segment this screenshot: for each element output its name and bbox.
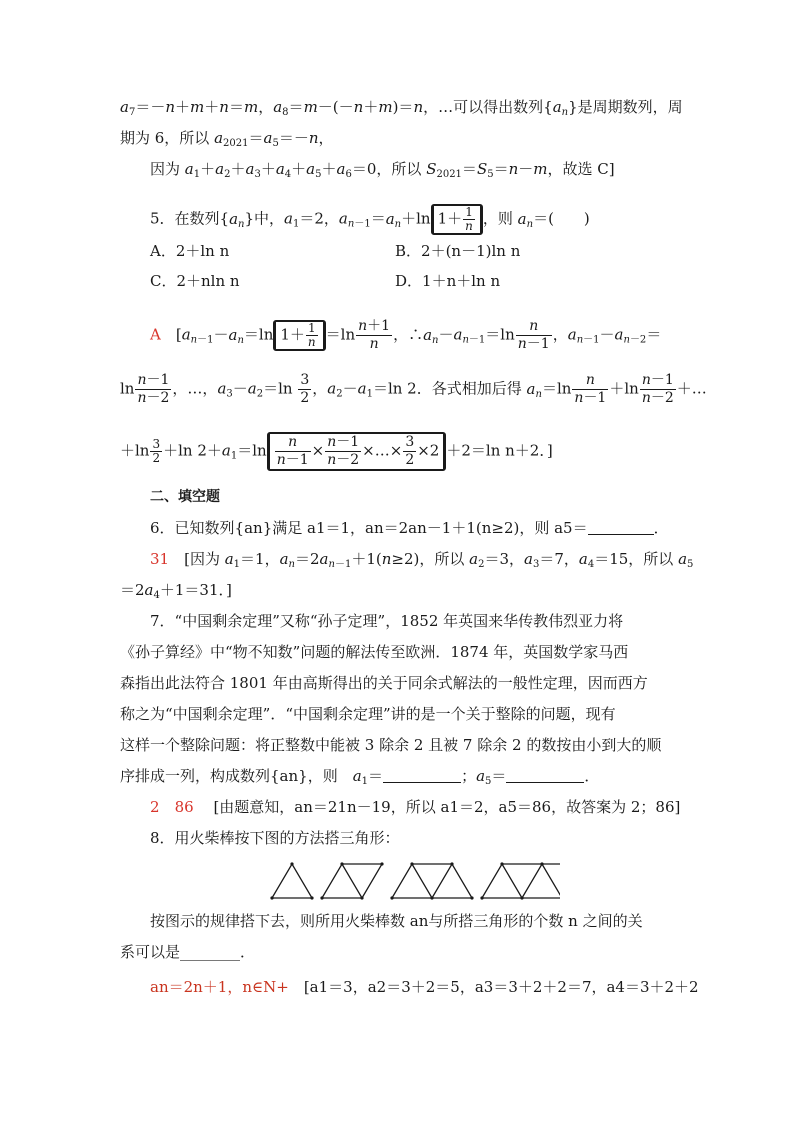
matchstick-joint xyxy=(450,862,453,865)
fraction: $\frac{n-1}{n-2}$ xyxy=(641,372,674,406)
triangle-group xyxy=(482,864,560,898)
matchstick-joint xyxy=(430,896,433,899)
bracket: $\frac{n}{n-1}$ × $\frac{n-1}{n-2}$ ×…× $\frac{3}{2}$ ×2 xyxy=(267,432,447,471)
question-8-line: 系可以是________． xyxy=(120,943,256,961)
text-segment: 是周期数列，周 xyxy=(577,98,683,116)
matchstick-joint xyxy=(480,896,483,899)
bracket: 1＋ $\frac{1}{n}$ xyxy=(431,204,483,235)
triangle-group xyxy=(272,864,312,898)
text-line: 期为 6，所以 $a_{2021}=a_5=-n$， xyxy=(120,129,334,149)
matchstick-joint xyxy=(360,896,363,899)
text-segment: ，所以 xyxy=(376,160,422,178)
solution-line: ＋ln $\frac{3}{2}$ ＋ln $2+a_1=\ln$ $\frac{n}{n-1}$ × $\frac{n-1}{n-2}$ ×…× $\frac{3}{2}$ ×2 ＋2＝ln n＋2．] xyxy=(120,432,553,471)
fraction: $\frac{n-1}{n-2}$ xyxy=(327,434,360,468)
bracket: 1＋ $\frac{1}{n}$ xyxy=(273,320,325,351)
triangle-group xyxy=(322,864,382,898)
text-segment: 5．在数列{ xyxy=(150,209,230,228)
fraction: $\frac{n}{n-1}$ xyxy=(574,372,607,406)
answer-blank xyxy=(588,520,654,535)
solution-line: $=2a_4+1=31$．] xyxy=(120,581,232,601)
matchstick-joint xyxy=(310,896,313,899)
fraction: $\frac{n}{n-1}$ xyxy=(276,434,309,468)
option-d: D．1＋n＋ln n xyxy=(395,272,501,290)
answer-blank xyxy=(506,768,584,783)
question-8-stem: 8．用火柴棒按下图的方法搭三角形： xyxy=(150,829,400,847)
matchstick-joint xyxy=(290,862,293,865)
text-segment: ，则 xyxy=(482,209,513,228)
question-7-line: 称之为“中国剩余定理”．“中国剩余定理”讲的是一个关于整除的问题，现有 xyxy=(120,705,616,723)
matchstick-joint xyxy=(320,896,323,899)
matchstick-joint xyxy=(540,862,543,865)
question-7-line: 森指出此法符合 1801 年由高斯得出的关于同余式解法的一般性定理，因而西方 xyxy=(120,674,648,692)
text-segment: 6．已知数列{an}满足 a1＝1，an＝2an－1＋1(n≥2)，则 a5＝ xyxy=(150,519,588,537)
text-segment: }中， xyxy=(244,209,285,228)
matchstick-triangles-figure xyxy=(268,860,560,902)
matchstick-joint xyxy=(520,896,523,899)
question-7-line: 序排成一列，构成数列{an}，则 $a_1=$ ；$a_5=$ ． xyxy=(120,767,600,787)
matchstick-joint xyxy=(500,862,503,865)
text-segment: ＋2＝ln n＋2．] xyxy=(446,441,553,460)
option-b: B．2＋(n－1)ln n xyxy=(395,242,521,260)
solution-line: 31 [因为 $a_1=1$，$a_n=2a_{n-1}+1(n\ge 2)$，所以 $a_2=3$，$a_3=7$，$a_4=15$，所以 $a_5$ xyxy=(150,550,694,570)
solution-line: A [$a_{n-1}-a_n=\ln$ 1＋ $\frac{1}{n}$ ＝ln $\frac{n+1}{n}$ ，$\therefore a_n-a_{n-1}=\ln$ $\frac{n}{n-1}$ ，$a_{n-1}-a_{n-2}=$ xyxy=(150,318,662,352)
question-7-line: 7．“中国剩余定理”又称“孙子定理”，1852 年英国来华传教伟烈亚力将 xyxy=(150,612,624,630)
answer-value: an＝2n＋1，n∈N+ xyxy=(150,978,289,996)
section-heading: 二、填空题 xyxy=(150,489,220,505)
question-6-stem: 6．已知数列{an}满足 a1＝1，an＝2an－1＋1(n≥2)，则 a5＝ ． xyxy=(150,519,669,537)
matchstick-joint xyxy=(380,862,383,865)
solution-line xyxy=(150,976,699,998)
text-segment: [a1＝3，a2＝3＋2＝5，a3＝3＋2＋2＝7，a4＝3＋2＋2 xyxy=(303,978,699,996)
text-segment: 各式相加后得 xyxy=(431,379,522,398)
fraction: $\frac{n}{n-1}$ xyxy=(517,318,550,352)
answer-value: 2 xyxy=(150,798,160,816)
fraction: $\frac{3}{2}$ xyxy=(405,434,415,468)
text-segment: 期为 6，所以 xyxy=(120,129,210,147)
text-segment: 因为 xyxy=(150,160,181,178)
solution-line xyxy=(150,796,680,818)
text-line: 因为 $a_1+a_2+a_3+a_4+a_5+a_6=0$，所以 $S_{2021}=S_5=n-m$，故选 C] xyxy=(150,160,615,180)
matchstick-joint xyxy=(410,862,413,865)
text-line: $a_7=-n+m+n=m$，$a_8=m-(-n+m)=n$，…可以得出数列$\{a_n\}$是周期数列，周 xyxy=(120,98,683,118)
solution-line: ln $\frac{n-1}{n-2}$ ，…，$a_3-a_2=\ln$ $\frac{3}{2}$ ，$a_2-a_1=\ln$ 2．各式相加后得 $a_n=\ln$ $\frac{n}{n-1}$ ＋ln $\frac{n-1}{n-2}$ ＋… xyxy=(120,372,707,406)
text-segment: ，故选 C] xyxy=(547,160,615,178)
question-7-line: 《孙子算经》中“物不知数”问题的解法传至欧洲．1874 年，英国数学家马西 xyxy=(120,643,629,661)
text-segment: 可以得出数列 xyxy=(453,98,544,116)
option-a: A．2＋ln n xyxy=(150,242,230,260)
matchstick-joint xyxy=(270,896,273,899)
fraction: $\frac{3}{2}$ xyxy=(152,437,161,465)
fraction: $\frac{1}{n}$ xyxy=(465,205,473,233)
answer-value: 31 xyxy=(150,550,170,568)
matchstick-joint xyxy=(390,896,393,899)
matchstick-joint xyxy=(340,862,343,865)
fraction: $\frac{1}{n}$ xyxy=(307,321,316,349)
answer-blank xyxy=(383,768,461,783)
answer-value: 86 xyxy=(174,798,194,816)
answer-label: A xyxy=(150,325,161,344)
question-7-line: 这样一个整除问题：将正整数中能被 3 除余 2 且被 7 除余 2 的数按由小到大的顺 xyxy=(120,736,662,754)
question-8-line: 按图示的规律搭下去，则所用火柴棒数 an与所搭三角形的个数 n 之间的关 xyxy=(150,912,643,930)
text-segment: 序排成一列，构成数列{an}，则 xyxy=(120,767,338,785)
triangle-group xyxy=(392,864,472,898)
fraction: $\frac{3}{2}$ xyxy=(300,372,310,406)
text-segment: [由题意知，an＝21n－19，所以 a1＝2，a5＝86，故答案为 2；86] xyxy=(213,798,681,816)
question-5-stem: 5．在数列$\{a_n\}$中，$a_1=2$，$a_{n-1}=a_n+\ln$ 1＋ $\frac{1}{n}$ ，则 $a_n=$( ) xyxy=(150,205,590,233)
matchstick-joint xyxy=(470,896,473,899)
text-segment: ＝( ) xyxy=(533,209,590,228)
fraction: $\frac{n-1}{n-2}$ xyxy=(137,372,170,406)
option-c: C．2＋nln n xyxy=(150,272,240,290)
fraction: $\frac{n+1}{n}$ xyxy=(358,318,391,352)
